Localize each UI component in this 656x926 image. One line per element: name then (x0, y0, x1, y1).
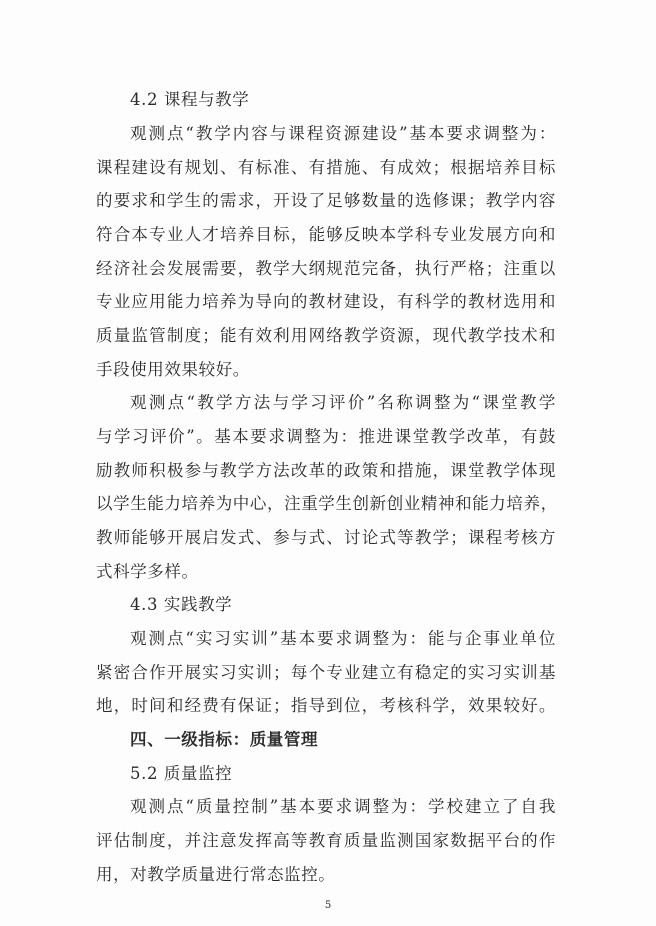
paragraph-line: 符合本专业人才培养目标，能够反映本学科专业发展方向和 (96, 225, 556, 244)
paragraph-line: 观测点“教学内容与课程资源建设”基本要求调整为： (130, 124, 556, 143)
section-heading-5-2: 5.2 质量监控 (130, 764, 233, 783)
chapter-heading: 四、一级指标：质量管理 (130, 730, 319, 749)
section-heading-4-3: 4.3 实践教学 (130, 595, 233, 614)
paragraph-line: 观测点“实习实训”基本要求调整为：能与企事业单位 (130, 629, 556, 648)
paragraph-line: 质量监管制度；能有效利用网络教学资源，现代教学技术和 (96, 326, 556, 345)
paragraph-line: 经济社会发展需要，教学大纲规范完备，执行严格；注重以 (96, 259, 556, 278)
paragraph-line: 手段使用效果较好。 (96, 360, 250, 379)
paragraph-line: 教师能够开展启发式、参与式、讨论式等教学；课程考核方 (96, 528, 556, 547)
page-number: 5 (324, 900, 332, 911)
paragraph-line: 课程建设有规划、有标准、有措施、有成效；根据培养目标 (96, 158, 556, 177)
paragraph-line: 专业应用能力培养为导向的教材建设，有科学的教材选用和 (96, 292, 556, 311)
paragraph-line: 与学习评价”。基本要求调整为：推进课堂教学改革，有鼓 (96, 427, 556, 446)
paragraph-line: 观测点“教学方法与学习评价”名称调整为“课堂教学 (130, 393, 556, 412)
paragraph-line: 励教师积极参与教学方法改革的政策和措施，课堂教学体现 (96, 461, 556, 480)
paragraph-line: 以学生能力培养为中心，注重学生创新创业精神和能力培养， (96, 494, 558, 513)
paragraph-line: 式科学多样。 (96, 562, 199, 581)
paragraph-line: 用，对教学质量进行常态监控。 (96, 865, 336, 884)
section-heading-4-2: 4.2 课程与教学 (130, 90, 250, 109)
paragraph-line: 的要求和学生的需求，开设了足够数量的选修课；教学内容 (96, 191, 556, 210)
paragraph-line: 紧密合作开展实习实训；每个专业建立有稳定的实习实训基 (96, 663, 556, 682)
paragraph-line: 评估制度，并注意发挥高等教育质量监测国家数据平台的作 (96, 831, 556, 850)
paragraph-line: 观测点“质量控制”基本要求调整为：学校建立了自我 (130, 797, 556, 816)
paragraph-line: 地，时间和经费有保证；指导到位，考核科学，效果较好。 (96, 696, 556, 715)
